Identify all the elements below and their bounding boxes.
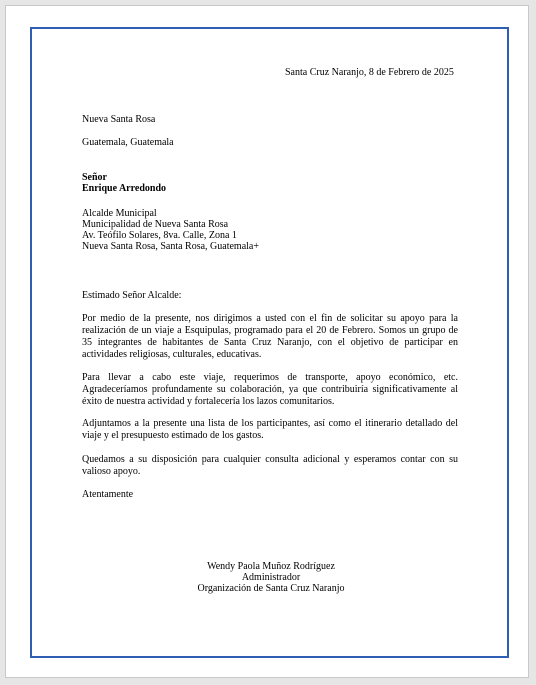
salutation: Estimado Señor Alcalde: <box>82 290 182 301</box>
recipient-address-line: Municipalidad de Nueva Santa Rosa <box>82 219 229 230</box>
recipient-address-line: Av. Teófilo Solares, 8va. Calle, Zona 1 <box>82 230 237 241</box>
recipient-name: Enrique Arredondo <box>82 183 166 194</box>
closing: Atentamente <box>82 489 134 500</box>
recipient-title: Señor <box>82 172 107 183</box>
body-paragraph: Para llevar a cabo este viaje, requerimos de transporte, apoyo económico, etc. Agradeceríamos profundamente su colaboración, ya que contribuiría significativamente al éxito de nuestra actividad y fortalecería los lazos comunitarios. <box>82 372 458 407</box>
body-paragraph: Adjuntamos a la presente una lista de los participantes, así como el itinerario detallado del viaje y el presupuesto estimado de los gastos. <box>82 418 458 441</box>
recipient-address-line: Alcalde Municipal <box>82 208 157 219</box>
signature-name: Wendy Paola Muñoz Rodríguez <box>207 561 335 572</box>
document-page <box>5 5 529 678</box>
body-paragraph: Quedamos a su disposición para cualquier consulta adicional y esperamos contar con su valioso apoyo. <box>82 454 458 477</box>
signature-role: Administrador <box>241 572 301 583</box>
body-paragraph: Por medio de la presente, nos dirigimos a usted con el fin de solicitar su apoyo para la realización de un viaje a Esquipulas, programado para el 20 de Febrero. Somos un grupo de 35 integrantes de habitantes de Santa Cruz Naranjo, con el objetivo de participar en actividades religiosas, culturales, educativas. <box>82 313 458 360</box>
sender-country: Guatemala, Guatemala <box>82 137 174 148</box>
recipient-address-line: Nueva Santa Rosa, Santa Rosa, Guatemala+ <box>82 241 259 252</box>
date-line: Santa Cruz Naranjo, 8 de Febrero de 2025 <box>285 67 454 78</box>
sender-place: Nueva Santa Rosa <box>82 114 156 125</box>
signature-organization: Organización de Santa Cruz Naranjo <box>197 583 345 594</box>
